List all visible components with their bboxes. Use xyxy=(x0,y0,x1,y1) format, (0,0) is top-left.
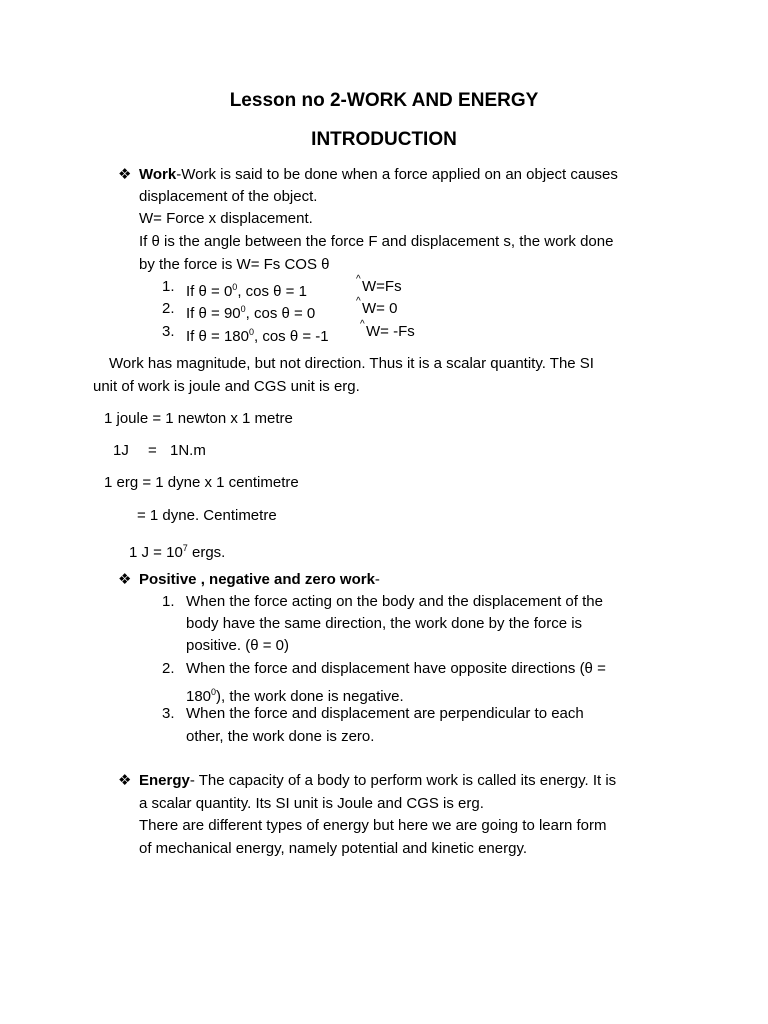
energy-term: Energy xyxy=(139,772,190,789)
case-result: W= -Fs xyxy=(366,323,415,340)
pnz-item-1-line-3: positive. (θ = 0) xyxy=(186,637,289,654)
work-term: Work xyxy=(139,166,177,183)
pnz-item-number: 1. xyxy=(162,593,175,610)
work-definition-line-2: displacement of the object. xyxy=(139,188,318,205)
caret-icon: ^ xyxy=(360,319,365,330)
case-result: W=Fs xyxy=(362,278,402,295)
work-angle-line-1: If θ is the angle between the force F and displacement s, the work done xyxy=(139,233,614,250)
case-result: W= 0 xyxy=(362,300,398,317)
energy-definition-line-2: a scalar quantity. Its SI unit is Joule and CGS is erg. xyxy=(139,795,484,812)
pnz-item-2-line-2: $180^0$), the work done is negative. xyxy=(186,687,404,705)
pnz-item-number: 3. xyxy=(162,705,175,722)
diamond-bullet-icon: ❖ xyxy=(118,166,132,183)
caret-icon: ^ xyxy=(356,296,361,307)
case-condition: If $\theta = 90^0$, cos θ = 0 xyxy=(186,304,316,322)
work-angle-line-2: by the force is W= Fs COS θ xyxy=(139,256,330,273)
pnz-item-3-line-1: When the force and displacement are perpendicular to each xyxy=(186,705,584,722)
pnz-item-1-line-1: When the force acting on the body and the displacement of the xyxy=(186,593,603,610)
work-formula: W= Force x displacement. xyxy=(139,210,313,227)
pnz-heading: Positive , negative and zero work- xyxy=(139,571,380,588)
erg-definition: 1 erg = 1 dyne x 1 centimetre xyxy=(104,474,299,491)
case-number: 1. xyxy=(162,278,175,295)
document-title: Lesson no 2-WORK AND ENERGY xyxy=(229,90,539,111)
erg-abbreviation: = 1 dyne. Centimetre xyxy=(137,507,277,524)
diamond-bullet-icon: ❖ xyxy=(118,571,132,588)
pnz-item-number: 2. xyxy=(162,660,175,677)
diamond-bullet-icon: ❖ xyxy=(118,772,132,789)
energy-types-line-2: of mechanical energy, namely potential and kinetic energy. xyxy=(139,840,528,857)
case-number: 2. xyxy=(162,300,175,317)
joule-erg-conversion: 1 $J = 10^7$ ergs. xyxy=(129,543,226,561)
energy-definition-line-1: Energy- The capacity of a body to perform work is called its energy. It is xyxy=(139,772,617,789)
scalar-paragraph-line-1: Work has magnitude, but not direction. Thus it is a scalar quantity. The SI xyxy=(109,355,594,372)
pnz-item-2-line-1: When the force and displacement have opposite directions (θ = xyxy=(186,660,606,677)
caret-icon: ^ xyxy=(356,274,361,285)
case-number: 3. xyxy=(162,323,175,340)
energy-types-line-1: There are different types of energy but here we are going to learn form xyxy=(139,817,607,834)
joule-definition: 1 joule = 1 newton x 1 metre xyxy=(104,410,293,427)
pnz-item-3-line-2: other, the work done is zero. xyxy=(186,728,375,745)
pnz-item-1-line-2: body have the same direction, the work done by the force is xyxy=(186,615,583,632)
scalar-paragraph-line-2: unit of work is joule and CGS unit is erg. xyxy=(93,378,360,395)
joule-abbreviation: 1J = 1N.m xyxy=(113,442,206,459)
case-condition: If $\theta = 0^0$, cos θ = 1 xyxy=(186,282,307,300)
case-condition: If $\theta = 180^0$, cos θ = -1 xyxy=(186,327,329,345)
section-heading-introduction: INTRODUCTION xyxy=(311,129,457,150)
work-definition-line-1: Work-Work is said to be done when a force applied on an object causes xyxy=(139,166,618,183)
